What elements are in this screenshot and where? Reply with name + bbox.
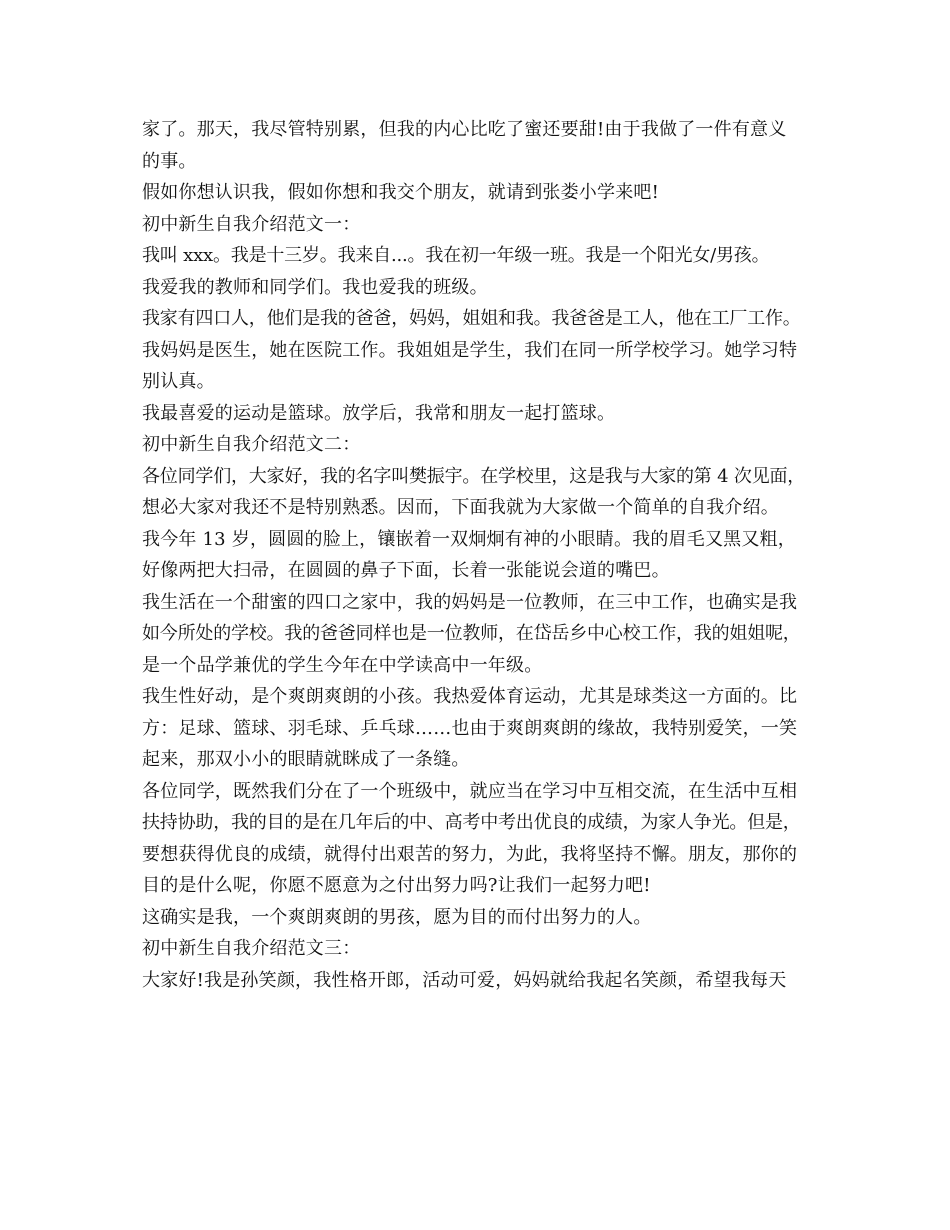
section-heading: 初中新生自我介绍范文三： — [142, 938, 361, 959]
text-line: 我生活在一个甜蜜的四口之家中，我的妈妈是一位教师，在三中工作，也确实是我 — [142, 591, 798, 613]
text-line: 想必大家对我还不是特别熟悉。因而，下面我就为大家做一个简单的自我介绍。 — [142, 497, 779, 518]
section-heading: 初中新生自我介绍范文一： — [142, 213, 361, 235]
text-line: 我生性好动，是个爽朗爽朗的小孩。我热爱体育运动，尤其是球类这一方面的。比 — [142, 686, 798, 707]
text-line: 我叫 xxx。我是十三岁。我来自...。我在初一年级一班。我是一个阳光女/男孩。 — [142, 245, 770, 266]
text-line: 方：足球、篮球、羽毛球、乒乓球……也由于爽朗爽朗的缘故，我特别爱笑，一笑 — [142, 717, 798, 739]
text-line: 假如你想认识我，假如你想和我交个朋友，就请到张娄小学来吧! — [142, 182, 660, 203]
text-line: 各位同学，既然我们分在了一个班级中，就应当在学习中互相交流，在生活中互相 — [142, 780, 798, 802]
text-line: 的事。 — [142, 150, 197, 172]
text-line: 各位同学们，大家好，我的名字叫樊振宇。在学校里，这是我与大家的第 4 次见面， — [142, 465, 806, 487]
text-line: 扶持协助，我的目的是在几年后的中、高考中考出优良的成绩，为家人争光。但是， — [142, 812, 801, 833]
section-heading: 初中新生自我介绍范文二： — [142, 434, 361, 455]
text-line: 大家好!我是孙笑颜，我性格开郎，活动可爱，妈妈就给我起名笑颜，希望我每天 — [142, 969, 787, 991]
text-line: 是一个品学兼优的学生今年在中学读高中一年级。 — [142, 654, 543, 676]
text-line: 起来，那双小小的眼睛就眯成了一条缝。 — [142, 749, 470, 770]
document-body — [142, 114, 832, 996]
text-line: 要想获得优良的成绩，就得付出艰苦的努力，为此，我将坚持不懈。朋友，那你的 — [142, 843, 798, 865]
text-line: 别认真。 — [142, 371, 215, 392]
text-line: 我最喜爱的运动是篮球。放学后，我常和朋友一起打篮球。 — [142, 402, 616, 424]
text-line: 好像两把大扫帚，在圆圆的鼻子下面，长着一张能说会道的嘴巴。 — [142, 560, 670, 581]
text-line: 家了。那天，我尽管特别累，但我的内心比吃了蜜还要甜!由于我做了一件有意义 — [142, 119, 787, 140]
text-line: 这确实是我，一个爽朗爽朗的男孩，愿为目的而付出努力的人。 — [142, 906, 652, 928]
text-line: 我今年 13 岁，圆圆的脸上，镶嵌着一双炯炯有神的小眼睛。我的眉毛又黑又粗， — [142, 528, 796, 550]
text-line: 我妈妈是医生，她在医院工作。我姐姐是学生，我们在同一所学校学习。她学习特 — [142, 339, 798, 361]
text-line: 目的是什么呢，你愿不愿意为之付出努力吗?让我们一起努力吧! — [142, 875, 651, 896]
text-line: 我爱我的教师和同学们。我也爱我的班级。 — [142, 276, 488, 298]
text-line: 我家有四口人，他们是我的爸爸，妈妈，姐姐和我。我爸爸是工人，他在工厂工作。 — [142, 308, 801, 329]
text-line: 如今所处的学校。我的爸爸同样也是一位教师，在岱岳乡中心校工作，我的姐姐呢， — [142, 623, 801, 644]
